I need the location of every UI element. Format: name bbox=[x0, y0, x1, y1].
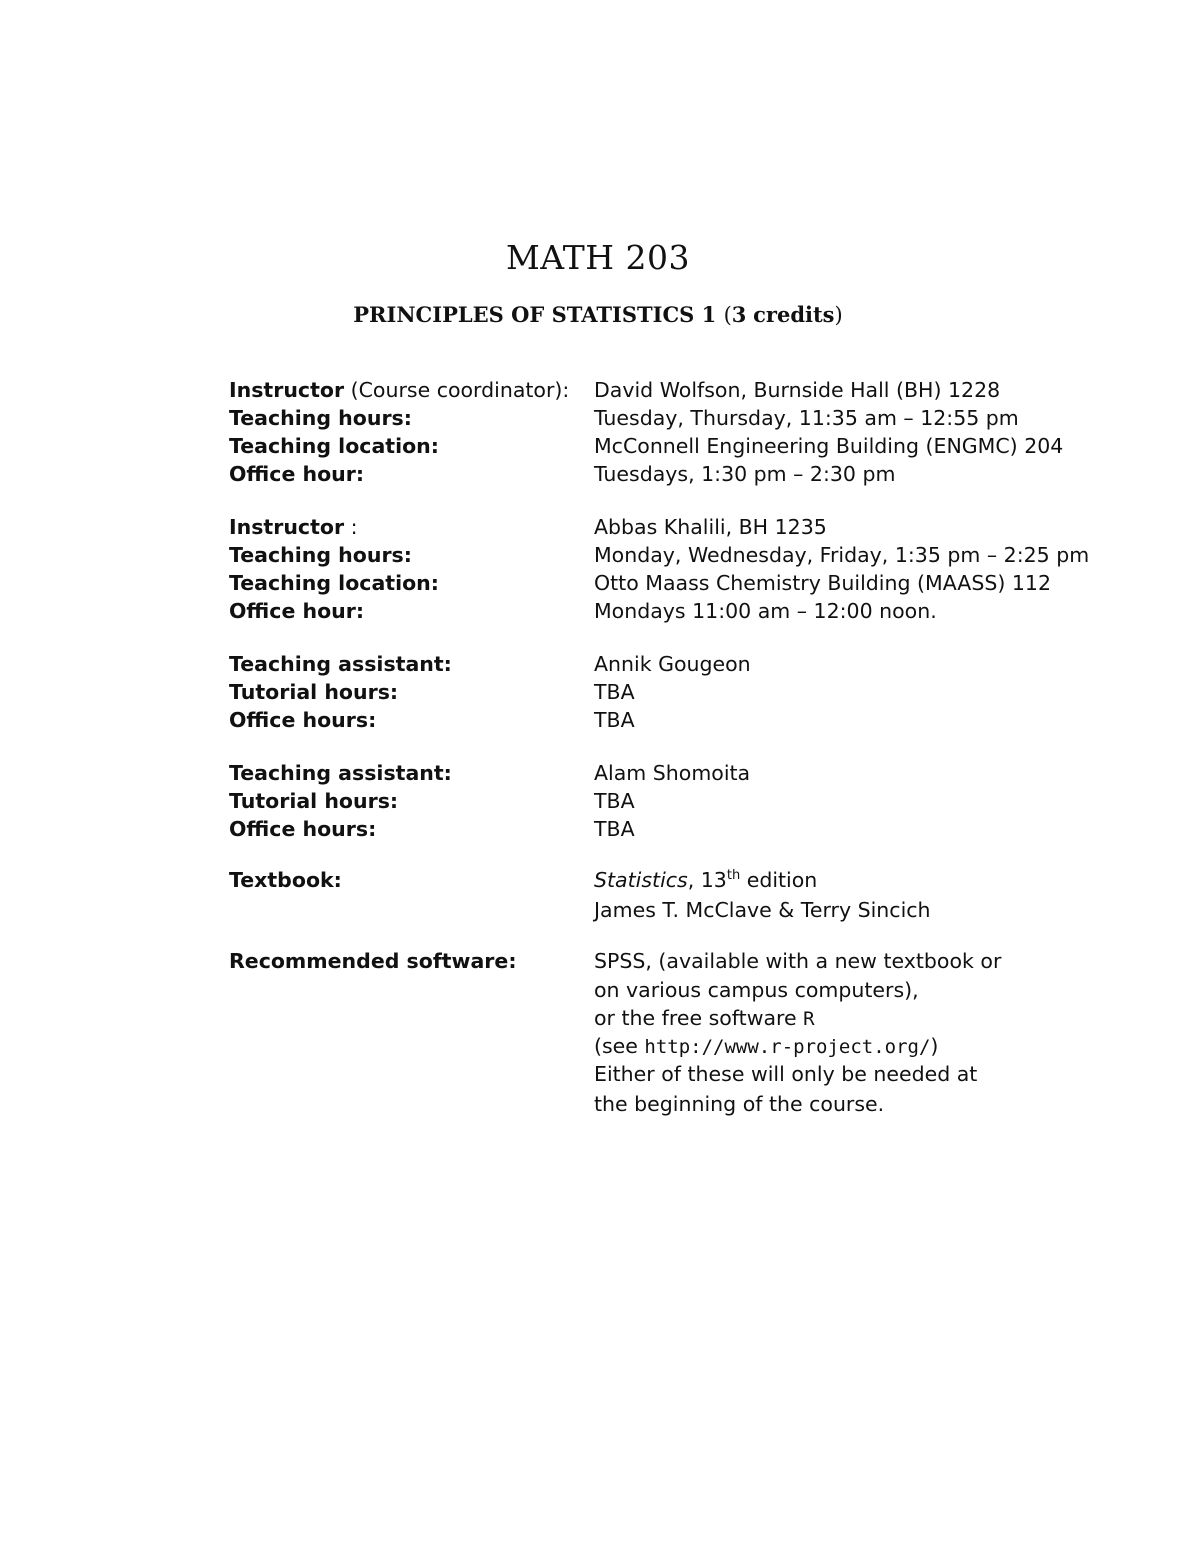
software-line-3: or the free software R bbox=[594, 1006, 815, 1030]
ta1-office-label: Office hours: bbox=[229, 708, 377, 732]
instructor2-location-row bbox=[229, 569, 1129, 597]
instructor2-value: Abbas Khalili, BH 1235 bbox=[594, 515, 827, 539]
textbook-title-value: Statistics, 13th edition bbox=[594, 868, 818, 892]
instructor1-location-label: Teaching location: bbox=[229, 434, 439, 458]
software-line-1: SPSS, (available with a new textbook or bbox=[594, 949, 1002, 973]
instructor2-hours-value: Monday, Wednesday, Friday, 1:35 pm – 2:25 pm bbox=[594, 543, 1090, 567]
textbook-authors: James T. McClave & Terry Sincich bbox=[594, 898, 931, 922]
software-line-3-row bbox=[229, 1004, 1129, 1032]
instructor1-hours-label: Teaching hours: bbox=[229, 406, 412, 430]
ta1-tutorial-value: TBA bbox=[594, 680, 635, 704]
ta2-value: Alam Shomoita bbox=[594, 761, 751, 785]
instructor1-label: Instructor (Course coordinator): bbox=[229, 378, 570, 402]
software-line-5-row bbox=[229, 1060, 1129, 1088]
instructor2-location-value: Otto Maass Chemistry Building (MAASS) 112 bbox=[594, 571, 1051, 595]
ta1-office-value: TBA bbox=[594, 708, 635, 732]
instructor2-office-row bbox=[229, 597, 1129, 625]
instructor1-hours-row bbox=[229, 404, 1129, 432]
ta2-row bbox=[229, 759, 1129, 787]
textbook-title: Statistics bbox=[594, 868, 688, 892]
instructor2-location-label: Teaching location: bbox=[229, 571, 439, 595]
ta1-value: Annik Gougeon bbox=[594, 652, 751, 676]
ta2-tutorial-value: TBA bbox=[594, 789, 635, 813]
software-line-6: the beginning of the course. bbox=[594, 1092, 885, 1116]
software-line-2: on various campus computers), bbox=[594, 978, 919, 1002]
instructor2-row bbox=[229, 513, 1129, 541]
software-line-5: Either of these will only be needed at bbox=[594, 1062, 978, 1086]
software-line-6-row bbox=[229, 1090, 1129, 1118]
textbook-label: Textbook: bbox=[229, 868, 342, 892]
instructor1-row bbox=[229, 376, 1129, 404]
software-r-code: R bbox=[803, 1008, 815, 1030]
ta1-tutorial-row bbox=[229, 678, 1129, 706]
course-name-subtitle bbox=[0, 300, 1196, 330]
instructor1-office-row bbox=[229, 460, 1129, 488]
instructor1-value: David Wolfson, Burnside Hall (BH) 1228 bbox=[594, 378, 1001, 402]
instructor1-hours-value: Tuesday, Thursday, 11:35 am – 12:55 pm bbox=[594, 406, 1019, 430]
textbook-row bbox=[229, 866, 1129, 894]
software-line-4: (see http://www.r-project.org/) bbox=[594, 1034, 939, 1058]
ta1-label: Teaching assistant: bbox=[229, 652, 452, 676]
instructor1-office-label: Office hour: bbox=[229, 462, 365, 486]
instructor1-location-row bbox=[229, 432, 1129, 460]
software-label: Recommended software: bbox=[229, 949, 517, 973]
instructor2-office-label: Office hour: bbox=[229, 599, 365, 623]
instructor2-hours-label: Teaching hours: bbox=[229, 543, 412, 567]
ta1-office-row bbox=[229, 706, 1129, 734]
ta2-label: Teaching assistant: bbox=[229, 761, 452, 785]
software-line-2-row bbox=[229, 976, 1129, 1004]
software-line-4-row bbox=[229, 1032, 1129, 1060]
instructor2-office-value: Mondays 11:00 am – 12:00 noon. bbox=[594, 599, 937, 623]
ta2-office-row bbox=[229, 815, 1129, 843]
instructor2-hours-row bbox=[229, 541, 1129, 569]
instructor2-label: Instructor : bbox=[229, 515, 358, 539]
ta1-tutorial-label: Tutorial hours: bbox=[229, 680, 399, 704]
instructor1-office-value: Tuesdays, 1:30 pm – 2:30 pm bbox=[594, 462, 896, 486]
r-project-url-link[interactable]: http://www.r-project.org/ bbox=[644, 1036, 931, 1058]
ta1-row bbox=[229, 650, 1129, 678]
textbook-authors-row bbox=[229, 896, 1129, 924]
ta2-office-label: Office hours: bbox=[229, 817, 377, 841]
software-row bbox=[229, 947, 1129, 975]
ta2-tutorial-label: Tutorial hours: bbox=[229, 789, 399, 813]
instructor1-location-value: McConnell Engineering Building (ENGMC) 204 bbox=[594, 434, 1064, 458]
course-code-title: MATH 203 bbox=[505, 238, 691, 277]
course-credits: (3 credits) bbox=[723, 302, 843, 327]
ta2-tutorial-row bbox=[229, 787, 1129, 815]
ta2-office-value: TBA bbox=[594, 817, 635, 841]
course-name: PRINCIPLES OF STATISTICS 1 bbox=[353, 302, 717, 327]
